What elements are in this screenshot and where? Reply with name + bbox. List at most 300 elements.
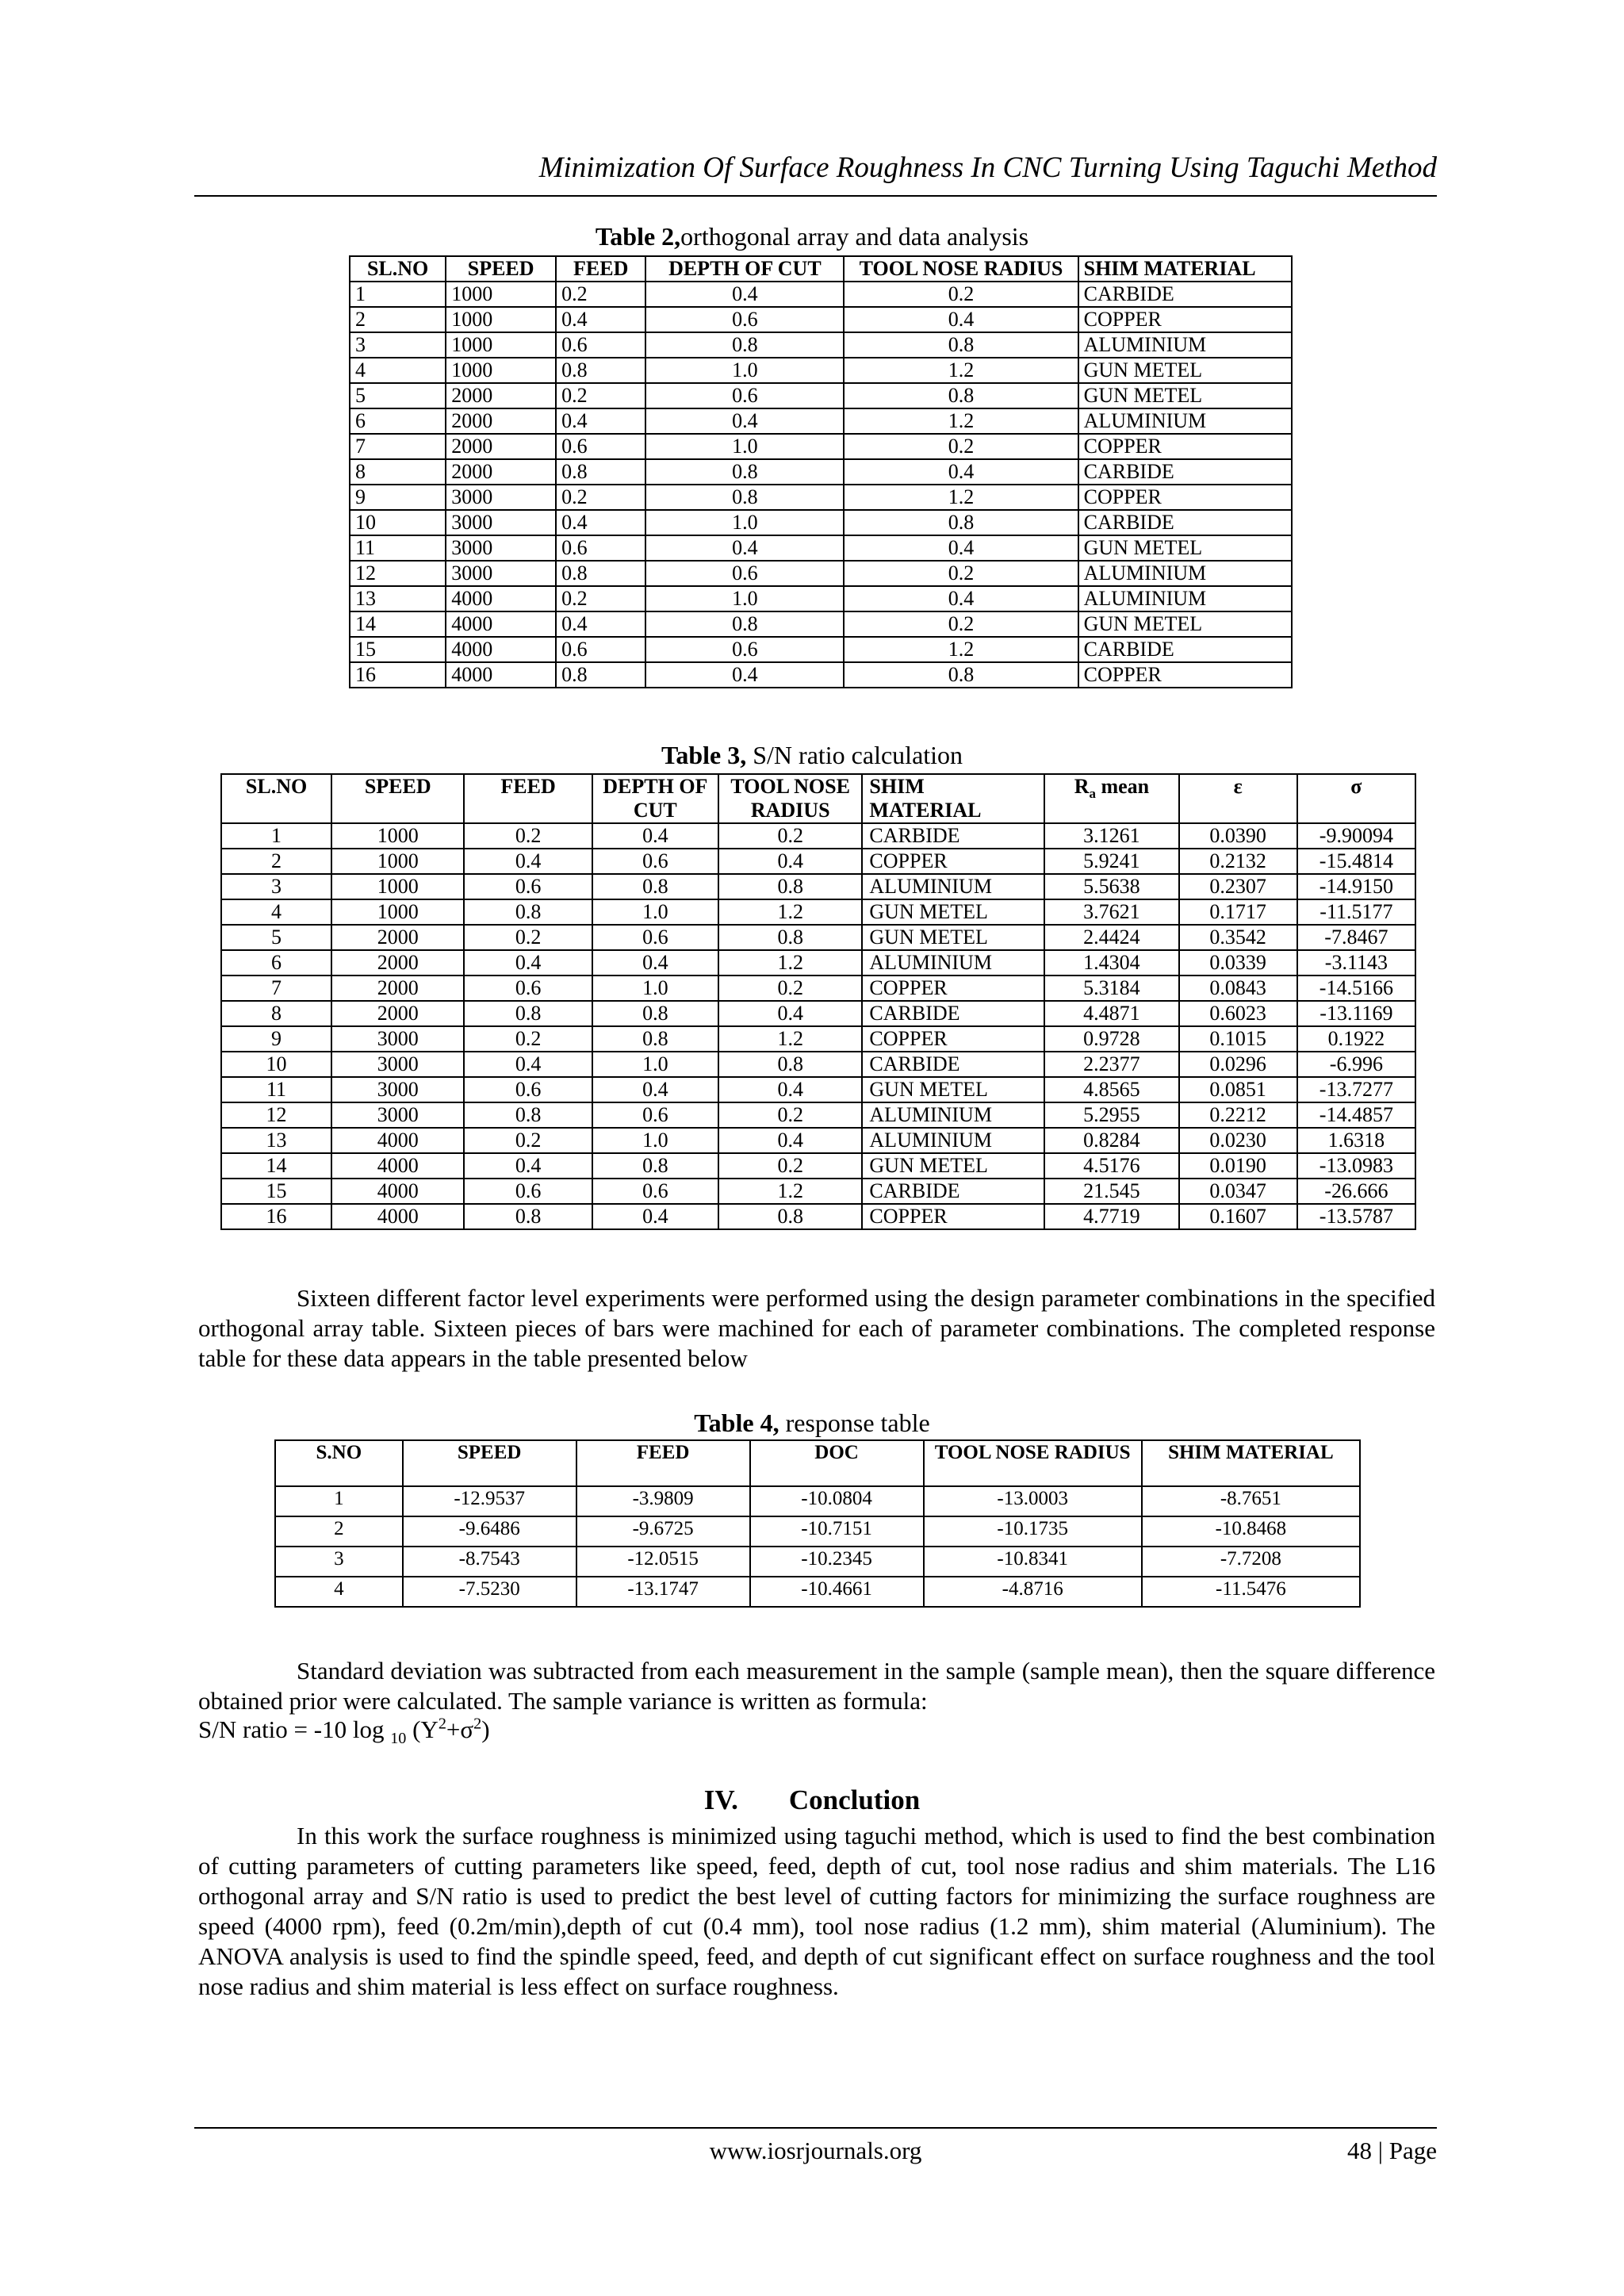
- table-row: [350, 485, 1292, 510]
- table-cell: -14.5166: [1297, 976, 1415, 1001]
- table-cell: 5: [350, 383, 446, 408]
- table-cell: 1.0: [592, 1128, 718, 1153]
- table2-header-row: [350, 256, 1292, 282]
- table-cell: 0.0230: [1179, 1128, 1297, 1153]
- table-cell: 0.8284: [1044, 1128, 1178, 1153]
- table-cell: 0.9728: [1044, 1026, 1178, 1052]
- table-cell: 3000: [446, 535, 556, 561]
- table-cell: 0.0347: [1179, 1179, 1297, 1204]
- table-cell: GUN METEL: [862, 1077, 1044, 1102]
- table-cell: 11: [350, 535, 446, 561]
- formula-part: +σ: [446, 1715, 474, 1743]
- table-cell: 0.8: [718, 1052, 862, 1077]
- table-cell: -3.1143: [1297, 950, 1415, 976]
- table4-caption-label: Table 4,: [694, 1409, 779, 1437]
- running-title: Minimization Of Surface Roughness In CNC Turning Using Taguchi Method: [538, 151, 1437, 184]
- table-cell: 3000: [331, 1026, 464, 1052]
- table-cell: 0.2: [556, 586, 645, 611]
- table-row: [350, 358, 1292, 383]
- table-cell: 0.8: [464, 1102, 592, 1128]
- table-cell: 0.6: [464, 1179, 592, 1204]
- table-cell: CARBIDE: [862, 1052, 1044, 1077]
- table-cell: 0.2: [844, 282, 1078, 307]
- table-cell: 0.2: [844, 611, 1078, 637]
- table3-header-cell: SPEED: [331, 774, 464, 823]
- table-cell: -10.0804: [750, 1486, 924, 1516]
- table-cell: GUN METEL: [862, 1153, 1044, 1179]
- table-cell: 0.8: [556, 662, 645, 688]
- table-cell: 0.8: [592, 874, 718, 899]
- table-cell: 3.7621: [1044, 899, 1178, 925]
- table-cell: ALUMINIUM: [1078, 561, 1292, 586]
- table3-header-cell: SL.NO: [221, 774, 331, 823]
- table-cell: 0.4: [464, 849, 592, 874]
- table-cell: ALUMINIUM: [1078, 408, 1292, 434]
- table-cell: 4.8565: [1044, 1077, 1178, 1102]
- table-cell: -10.4661: [750, 1577, 924, 1607]
- table-cell: 1000: [331, 874, 464, 899]
- table2-header-cell: SHIM MATERIAL: [1078, 256, 1292, 282]
- table-cell: 0.2: [464, 823, 592, 849]
- table-row: [221, 1179, 1415, 1204]
- table-cell: 0.4: [592, 1077, 718, 1102]
- table-cell: 0.8: [464, 899, 592, 925]
- table-cell: 1: [221, 823, 331, 849]
- table-cell: 4000: [331, 1179, 464, 1204]
- table3: [220, 773, 1416, 1230]
- table-cell: 0.4: [464, 1052, 592, 1077]
- table-cell: 4: [221, 899, 331, 925]
- table2-caption-label: Table 2,: [595, 222, 681, 251]
- table-cell: COPPER: [1078, 662, 1292, 688]
- table-cell: 0.0843: [1179, 976, 1297, 1001]
- table-cell: 0.6: [464, 976, 592, 1001]
- table-cell: 1.4304: [1044, 950, 1178, 976]
- table-row: [221, 1153, 1415, 1179]
- formula-prefix: S/N ratio = -10 log: [198, 1715, 391, 1743]
- table-cell: 0.8: [645, 611, 844, 637]
- ra-subscript: a: [1089, 786, 1096, 802]
- table-row: [350, 332, 1292, 358]
- table-cell: CARBIDE: [862, 1179, 1044, 1204]
- table-cell: 0.8: [592, 1026, 718, 1052]
- table-cell: 0.2: [718, 823, 862, 849]
- table-cell: GUN METEL: [1078, 358, 1292, 383]
- table-cell: 1.0: [592, 976, 718, 1001]
- table-row: [350, 611, 1292, 637]
- table-cell: 0.0851: [1179, 1077, 1297, 1102]
- table-row: [221, 899, 1415, 925]
- table-cell: 11: [221, 1077, 331, 1102]
- table-cell: 0.2307: [1179, 874, 1297, 899]
- table-cell: 0.8: [592, 1153, 718, 1179]
- table-cell: 4000: [331, 1128, 464, 1153]
- sn-ratio-formula: [198, 1715, 490, 1748]
- table-row: [350, 662, 1292, 688]
- table-cell: 3: [275, 1547, 403, 1577]
- table4: [274, 1439, 1361, 1608]
- table-cell: 0.4: [844, 586, 1078, 611]
- table-cell: 3000: [446, 510, 556, 535]
- table-cell: 2000: [331, 976, 464, 1001]
- table-cell: 3000: [331, 1077, 464, 1102]
- table-row: [221, 849, 1415, 874]
- section-heading: [0, 1784, 1624, 1816]
- table-cell: 5.2955: [1044, 1102, 1178, 1128]
- table-cell: 0.8: [718, 925, 862, 950]
- table-cell: 1000: [331, 823, 464, 849]
- table-cell: 1.0: [645, 434, 844, 459]
- table-cell: 1000: [331, 899, 464, 925]
- table-row: [221, 1052, 1415, 1077]
- table-cell: 1.2: [718, 1026, 862, 1052]
- table-cell: -13.0983: [1297, 1153, 1415, 1179]
- table-cell: -11.5476: [1142, 1577, 1360, 1607]
- table-cell: -14.9150: [1297, 874, 1415, 899]
- table-row: [221, 976, 1415, 1001]
- table-cell: 0.8: [718, 1204, 862, 1229]
- table-cell: 1.6318: [1297, 1128, 1415, 1153]
- table-cell: 15: [350, 637, 446, 662]
- table-cell: 0.6: [556, 637, 645, 662]
- table-row: [275, 1547, 1360, 1577]
- table-cell: 0.6: [592, 1102, 718, 1128]
- table-cell: 0.4: [592, 1204, 718, 1229]
- table-cell: GUN METEL: [862, 925, 1044, 950]
- table-cell: -13.0003: [924, 1486, 1142, 1516]
- table-cell: 0.1607: [1179, 1204, 1297, 1229]
- table4-header-cell: DOC: [750, 1440, 924, 1486]
- table-row: [221, 1077, 1415, 1102]
- table-row: [221, 1026, 1415, 1052]
- table-cell: 0.2: [464, 925, 592, 950]
- table-cell: 0.2: [464, 1128, 592, 1153]
- table-cell: 0.1717: [1179, 899, 1297, 925]
- table-cell: 1.2: [718, 899, 862, 925]
- table4-header-cell: S.NO: [275, 1440, 403, 1486]
- table-cell: 0.8: [464, 1204, 592, 1229]
- page-footer: [194, 2127, 1437, 2167]
- table-cell: ALUMINIUM: [862, 950, 1044, 976]
- table-cell: ALUMINIUM: [862, 874, 1044, 899]
- table-row: [350, 535, 1292, 561]
- table-cell: 0.4: [645, 282, 844, 307]
- table-cell: 0.0296: [1179, 1052, 1297, 1077]
- table-cell: 0.4: [718, 849, 862, 874]
- table-cell: 7: [350, 434, 446, 459]
- section-title: Conclution: [788, 1784, 921, 1815]
- table-cell: 1000: [331, 849, 464, 874]
- table-row: [275, 1486, 1360, 1516]
- table-row: [350, 307, 1292, 332]
- table-cell: ALUMINIUM: [862, 1102, 1044, 1128]
- table-cell: 0.8: [645, 459, 844, 485]
- table-row: [350, 408, 1292, 434]
- table-cell: 0.4: [844, 459, 1078, 485]
- table-cell: 4: [350, 358, 446, 383]
- table-cell: 0.8: [592, 1001, 718, 1026]
- table-cell: 4000: [446, 586, 556, 611]
- table-cell: 4000: [446, 662, 556, 688]
- formula-exponent: 2: [438, 1715, 446, 1733]
- table-cell: 2000: [331, 925, 464, 950]
- table-cell: 4000: [446, 637, 556, 662]
- table-row: [350, 282, 1292, 307]
- table-cell: -13.5787: [1297, 1204, 1415, 1229]
- table-cell: -9.6486: [403, 1516, 576, 1547]
- table-cell: 0.6: [556, 434, 645, 459]
- table-cell: 0.4: [556, 408, 645, 434]
- table-row: [350, 434, 1292, 459]
- table-cell: 0.0339: [1179, 950, 1297, 976]
- table-cell: 10: [350, 510, 446, 535]
- table-cell: 0.8: [556, 459, 645, 485]
- formula-part: (Y: [406, 1715, 439, 1743]
- table3-header-cell: TOOL NOSE RADIUS: [718, 774, 862, 823]
- table-row: [221, 925, 1415, 950]
- table-cell: 1.2: [718, 950, 862, 976]
- table-cell: 1.2: [844, 485, 1078, 510]
- table-cell: 4.5176: [1044, 1153, 1178, 1179]
- table-cell: CARBIDE: [1078, 510, 1292, 535]
- ra-mean-label: mean: [1101, 775, 1150, 798]
- table-row: [221, 823, 1415, 849]
- conclusion-paragraph: [198, 1821, 1435, 2002]
- table2-header-cell: DEPTH OF CUT: [645, 256, 844, 282]
- table-cell: 0.2: [556, 383, 645, 408]
- table-cell: COPPER: [1078, 485, 1292, 510]
- table-cell: 15: [221, 1179, 331, 1204]
- table4-caption: [0, 1409, 1624, 1437]
- table-cell: 0.4: [645, 662, 844, 688]
- table-row: [350, 459, 1292, 485]
- table-cell: 0.6: [645, 307, 844, 332]
- table3-header-cell: DEPTH OF CUT: [592, 774, 718, 823]
- table-cell: 0.2: [844, 561, 1078, 586]
- table-cell: 1.0: [645, 358, 844, 383]
- table-cell: -13.1747: [576, 1577, 750, 1607]
- table-row: [350, 561, 1292, 586]
- table-cell: 5.3184: [1044, 976, 1178, 1001]
- table4-header-cell: SPEED: [403, 1440, 576, 1486]
- page-number: 48 | Page: [1347, 2137, 1437, 2164]
- table-cell: GUN METEL: [862, 899, 1044, 925]
- table-cell: GUN METEL: [1078, 383, 1292, 408]
- table-cell: 1.2: [718, 1179, 862, 1204]
- table-cell: 3: [350, 332, 446, 358]
- table-cell: 9: [350, 485, 446, 510]
- table-cell: 0.3542: [1179, 925, 1297, 950]
- table-cell: 0.8: [844, 510, 1078, 535]
- paragraph-text: In this work the surface roughness is minimized using taguchi method, which is used to find the best combination of cutting parameters of cutting parameters like speed, feed, depth of cut, tool nose radius and shim materials. The L16 orthogonal array and S/N ratio is used to predict the best level of cutting factors for minimizing the surface roughness are speed (4000 rpm), feed (0.2m/min),depth of cut (0.4 mm), tool nose radius (1.2 mm), shim material (Aluminium). The ANOVA analysis is used to find the spindle speed, feed, and depth of cut significant effect on surface roughness and the tool nose radius and shim material is less effect on surface roughness.: [198, 1822, 1435, 2000]
- table-cell: -26.666: [1297, 1179, 1415, 1204]
- table-row: [275, 1577, 1360, 1607]
- table-cell: 13: [221, 1128, 331, 1153]
- table-cell: -6.996: [1297, 1052, 1415, 1077]
- table2-caption: [0, 222, 1624, 251]
- table-cell: 0.4: [718, 1128, 862, 1153]
- table-cell: -8.7651: [1142, 1486, 1360, 1516]
- table-cell: -9.90094: [1297, 823, 1415, 849]
- table3-caption-label: Table 3,: [661, 741, 747, 769]
- table-cell: 8: [221, 1001, 331, 1026]
- table-cell: -3.9809: [576, 1486, 750, 1516]
- table-cell: -10.2345: [750, 1547, 924, 1577]
- table-cell: 0.1015: [1179, 1026, 1297, 1052]
- table-row: [221, 1001, 1415, 1026]
- table-cell: ALUMINIUM: [862, 1128, 1044, 1153]
- table-cell: 0.6: [592, 1179, 718, 1204]
- table-cell: GUN METEL: [1078, 535, 1292, 561]
- table-cell: -13.1169: [1297, 1001, 1415, 1026]
- table-cell: 0.6: [645, 383, 844, 408]
- table-cell: 4.7719: [1044, 1204, 1178, 1229]
- table-row: [221, 1102, 1415, 1128]
- table2-header-cell: TOOL NOSE RADIUS: [844, 256, 1078, 282]
- table-cell: 1000: [446, 307, 556, 332]
- table-cell: 0.4: [645, 408, 844, 434]
- table-cell: CARBIDE: [1078, 459, 1292, 485]
- table-cell: 0.4: [718, 1001, 862, 1026]
- table-cell: 5.9241: [1044, 849, 1178, 874]
- table-cell: 0.4: [556, 307, 645, 332]
- table2-header-cell: SPEED: [446, 256, 556, 282]
- table-cell: 0.4: [464, 950, 592, 976]
- table-cell: 0.4: [556, 611, 645, 637]
- body-paragraph-2: [198, 1656, 1435, 1716]
- table-cell: 1.2: [844, 358, 1078, 383]
- table-cell: 0.2: [718, 1153, 862, 1179]
- table-cell: 2000: [446, 434, 556, 459]
- table-cell: 0.2: [718, 976, 862, 1001]
- table-cell: 0.4: [718, 1077, 862, 1102]
- table-row: [350, 637, 1292, 662]
- table-cell: -7.5230: [403, 1577, 576, 1607]
- table-cell: 0.0390: [1179, 823, 1297, 849]
- running-header: [194, 151, 1437, 197]
- table-cell: 1.0: [645, 510, 844, 535]
- table-cell: 0.8: [645, 485, 844, 510]
- table-cell: 14: [350, 611, 446, 637]
- table-cell: -10.8341: [924, 1547, 1142, 1577]
- table-cell: 5: [221, 925, 331, 950]
- table-cell: 0.8: [844, 332, 1078, 358]
- table-cell: 3.1261: [1044, 823, 1178, 849]
- ra-symbol: R: [1074, 775, 1090, 798]
- table-row: [221, 874, 1415, 899]
- table-cell: 3000: [331, 1102, 464, 1128]
- table-cell: 4000: [331, 1153, 464, 1179]
- table2-header-cell: SL.NO: [350, 256, 446, 282]
- table-cell: 6: [221, 950, 331, 976]
- table-cell: ALUMINIUM: [1078, 332, 1292, 358]
- table-cell: COPPER: [862, 976, 1044, 1001]
- table-cell: 0.1922: [1297, 1026, 1415, 1052]
- table-cell: 4: [275, 1577, 403, 1607]
- table-cell: 1.2: [844, 408, 1078, 434]
- table-cell: COPPER: [862, 1204, 1044, 1229]
- table-cell: 1: [350, 282, 446, 307]
- journal-url: www.iosrjournals.org: [709, 2137, 922, 2164]
- table-cell: 1.2: [844, 637, 1078, 662]
- table-cell: 1000: [446, 358, 556, 383]
- table-row: [350, 510, 1292, 535]
- table3-caption: [0, 741, 1624, 769]
- table-cell: 7: [221, 976, 331, 1001]
- table-cell: 0.8: [718, 874, 862, 899]
- table-cell: 0.4: [645, 535, 844, 561]
- table-cell: 9: [221, 1026, 331, 1052]
- table4-caption-text: response table: [779, 1409, 930, 1437]
- table-cell: 0.4: [592, 950, 718, 976]
- table-cell: CARBIDE: [862, 823, 1044, 849]
- table-cell: 4.4871: [1044, 1001, 1178, 1026]
- table-cell: -10.7151: [750, 1516, 924, 1547]
- table-cell: 0.6023: [1179, 1001, 1297, 1026]
- formula-exponent: 2: [473, 1715, 482, 1733]
- table3-header-ra-mean: [1044, 774, 1178, 823]
- table3-header-cell: FEED: [464, 774, 592, 823]
- table-cell: -10.1735: [924, 1516, 1142, 1547]
- table-cell: 0.8: [464, 1001, 592, 1026]
- table-cell: 2.2377: [1044, 1052, 1178, 1077]
- table-cell: 12: [350, 561, 446, 586]
- table-cell: 21.545: [1044, 1179, 1178, 1204]
- table-cell: 13: [350, 586, 446, 611]
- table-cell: 3: [221, 874, 331, 899]
- table-row: [275, 1516, 1360, 1547]
- table-cell: -14.4857: [1297, 1102, 1415, 1128]
- table-cell: 0.6: [556, 332, 645, 358]
- table-cell: ALUMINIUM: [1078, 586, 1292, 611]
- table-cell: 0.4: [556, 510, 645, 535]
- table-cell: 0.6: [556, 535, 645, 561]
- table-cell: 2000: [331, 950, 464, 976]
- table-cell: 0.4: [592, 823, 718, 849]
- table-cell: COPPER: [862, 849, 1044, 874]
- paragraph-text: Standard deviation was subtracted from each measurement in the sample (sample mean), then the square difference obtained prior were calculated. The sample variance is written as formula:: [198, 1657, 1435, 1715]
- table-cell: 6: [350, 408, 446, 434]
- table-row: [221, 1204, 1415, 1229]
- table4-header-cell: FEED: [576, 1440, 750, 1486]
- table-cell: CARBIDE: [862, 1001, 1044, 1026]
- table-cell: -4.8716: [924, 1577, 1142, 1607]
- table-cell: 5.5638: [1044, 874, 1178, 899]
- formula-part: ): [481, 1715, 490, 1743]
- table-cell: 3000: [446, 561, 556, 586]
- table-cell: 0.6: [645, 561, 844, 586]
- table2: [349, 255, 1293, 688]
- table-cell: -7.7208: [1142, 1547, 1360, 1577]
- table-row: [221, 1128, 1415, 1153]
- table-cell: 3000: [446, 485, 556, 510]
- table3-header-cell: ε: [1179, 774, 1297, 823]
- table-cell: -12.0515: [576, 1547, 750, 1577]
- table-cell: 2: [275, 1516, 403, 1547]
- table-cell: 0.2: [556, 282, 645, 307]
- table-cell: 1.0: [592, 899, 718, 925]
- table-cell: 1: [275, 1486, 403, 1516]
- table-row: [350, 383, 1292, 408]
- table-cell: 2: [221, 849, 331, 874]
- table2-header-cell: FEED: [556, 256, 645, 282]
- table-cell: 0.6: [592, 925, 718, 950]
- table-cell: 8: [350, 459, 446, 485]
- table3-header-cell: SHIM MATERIAL: [862, 774, 1044, 823]
- table-cell: 16: [221, 1204, 331, 1229]
- table-cell: 2: [350, 307, 446, 332]
- table-cell: 0.6: [592, 849, 718, 874]
